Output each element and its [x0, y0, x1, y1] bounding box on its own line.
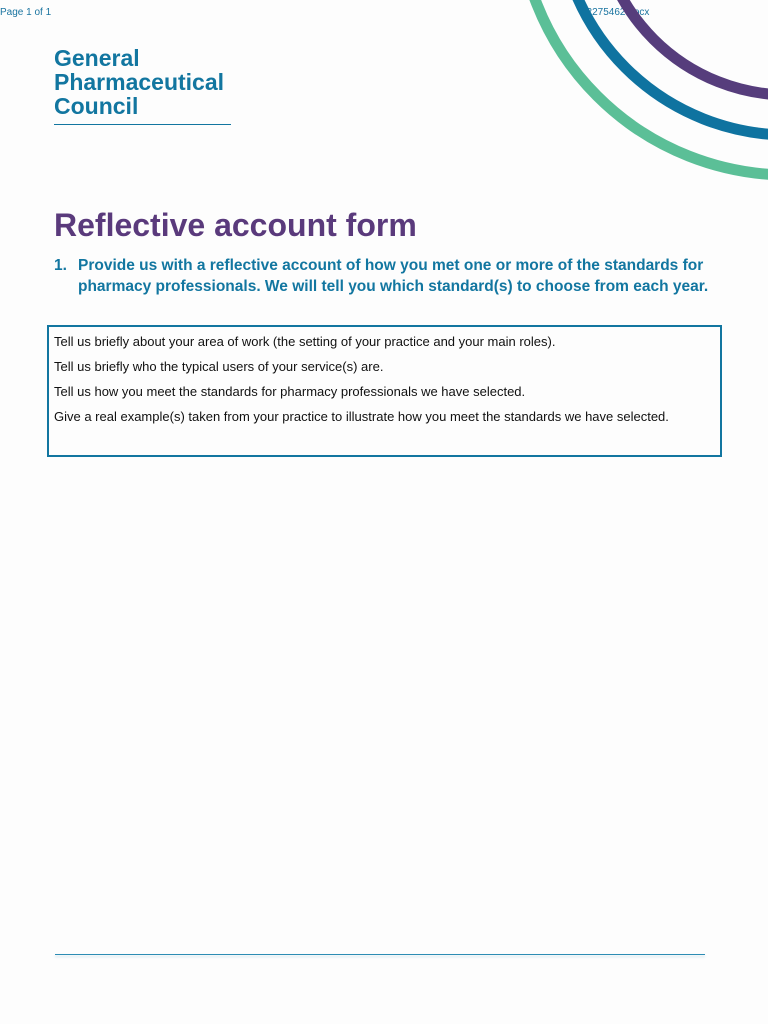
- document-filename: 92275462 docx: [581, 7, 650, 18]
- page-title: Reflective account form: [54, 207, 417, 243]
- gphc-logo: [54, 46, 224, 118]
- arc-purple: [598, 0, 768, 95]
- question-text: Provide us with a reflective account of how you met one or more of the standards for pharmacy professionals. We will tell you which standard(s) to choose from each year.: [78, 257, 709, 295]
- logo-line-2: Pharmaceutical: [54, 69, 225, 95]
- logo-line-3: Council: [54, 93, 139, 119]
- decorative-arcs: [508, 0, 768, 200]
- question-number: 1.: [54, 257, 67, 274]
- prompt-item: Tell us how you meet the standards for pharmacy professionals we have selected.: [54, 384, 526, 399]
- arc-blue: [558, 0, 768, 135]
- page-counter: Page 1 of 1: [0, 7, 52, 18]
- prompt-item: Tell us briefly about your area of work (the setting of your practice and your main roles).: [54, 334, 556, 349]
- prompt-item: Give a real example(s) taken from your practice to illustrate how you meet the standards we have selected.: [54, 409, 669, 424]
- logo-line-1: General: [54, 45, 140, 71]
- logo-underline: [54, 124, 231, 125]
- prompt-item: Tell us briefly who the typical users of your service(s) are.: [54, 359, 384, 374]
- prompt-box[interactable]: [47, 325, 722, 457]
- footer-divider: [55, 954, 705, 955]
- question-1: [54, 256, 714, 297]
